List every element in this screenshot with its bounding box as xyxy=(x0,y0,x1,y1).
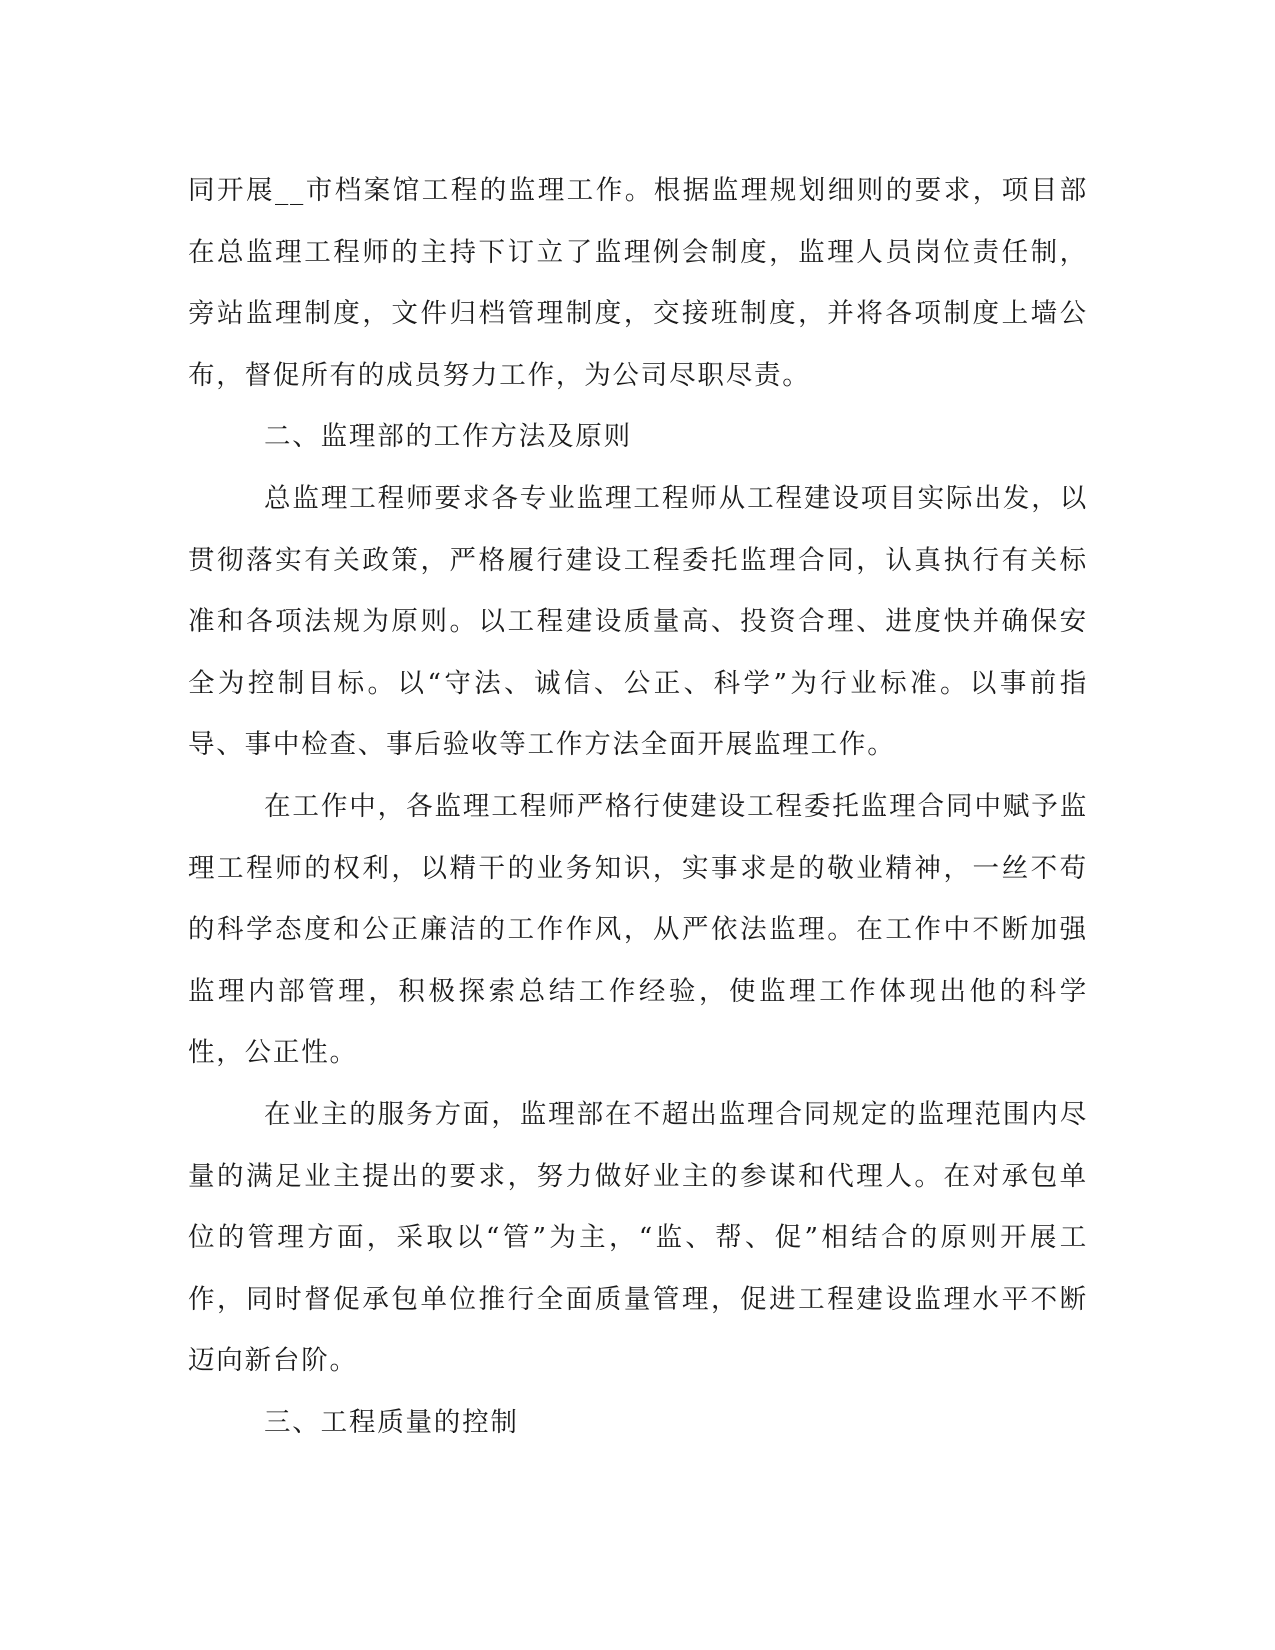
paragraph-work-principles: 总监理工程师要求各专业监理工程师从工程建设项目实际出发，以贯彻落实有关政策，严格履行建设工程委托监理合同，认真执行有关标准和各项法规为原则。以工程建设质量高、投资合理、进度快并确保安全为控制目标。以“守法、诚信、公正、科学”为行业标准。以事前指导、事中检查、事后验收等工作方法全面开展监理工作。 xyxy=(188,482,1088,761)
paragraph-owner-service: 在业主的服务方面，监理部在不超出监理合同规定的监理范围内尽量的满足业主提出的要求，努力做好业主的参谋和代理人。在对承包单位的管理方面，采取以“管”为主，“监、帮、促”相结合的原则开展工作，同时督促承包单位推行全面质量管理，促进工程建设监理水平不断迈向新台阶。 xyxy=(188,1098,1088,1377)
document-body xyxy=(188,160,1088,1453)
section-heading-2: 二、监理部的工作方法及原则 xyxy=(264,421,632,453)
paragraph-engineer-duties: 在工作中，各监理工程师严格行使建设工程委托监理合同中赋予监理工程师的权利，以精干的业务知识，实事求是的敬业精神，一丝不苟的科学态度和公正廉洁的工作作风，从严依法监理。在工作中不断加强监理内部管理，积极探索总结工作经验，使监理工作体现出他的科学性，公正性。 xyxy=(188,790,1088,1069)
section-heading-3: 三、工程质量的控制 xyxy=(264,1406,519,1438)
paragraph-continuation: 同开展__市档案馆工程的监理工作。根据监理规划细则的要求，项目部在总监理工程师的主持下订立了监理例会制度，监理人员岗位责任制，旁站监理制度，文件归档管理制度，交接班制度，并将各项制度上墙公布，督促所有的成员努力工作，为公司尽职尽责。 xyxy=(188,175,1088,391)
